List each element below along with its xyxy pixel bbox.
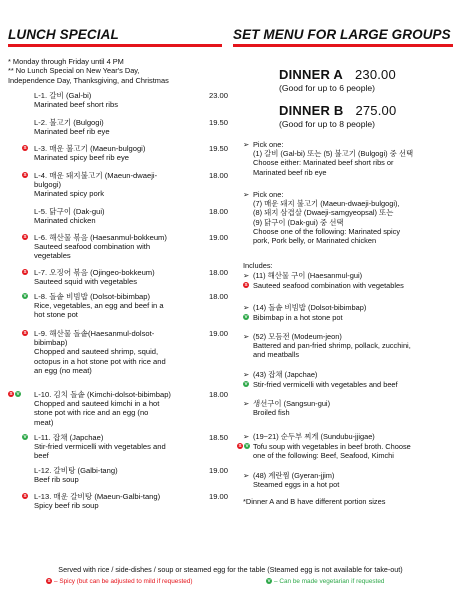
vegetarian-icon: V bbox=[267, 578, 271, 584]
set-menu-line: Pick one: bbox=[253, 140, 284, 149]
lunch-item-price: 19.00 bbox=[208, 233, 228, 242]
spicy-icon: S bbox=[23, 493, 27, 498]
lunch-item bbox=[8, 268, 228, 286]
set-menu-block bbox=[243, 332, 455, 360]
lunch-item bbox=[8, 233, 228, 261]
lunch-special-header: LUNCH SPECIAL bbox=[8, 27, 119, 42]
set-menu-line: Steamed eggs in a hot pot bbox=[253, 480, 340, 490]
lunch-item bbox=[8, 171, 228, 199]
set-menu-line: one of the following: Beef, Seafood, Kimchi bbox=[253, 451, 394, 461]
lunch-item-description: Marinated spicy pork bbox=[34, 189, 105, 199]
lunch-item-description: octopus in a hot stone pot with rice and bbox=[34, 356, 166, 366]
lunch-item-name: L-4. 매운 돼지불고기 (Maeun-dwaeji- bbox=[34, 171, 158, 180]
lunch-item-name: L-6. 해산물 볶음 (Haesanmul-bokkeum) bbox=[34, 233, 167, 242]
lunch-item-description: Chopped and sauteed shrimp, squid, bbox=[34, 347, 159, 357]
spicy-icon: S bbox=[23, 172, 27, 177]
lunch-item-description: Spicy beef rib soup bbox=[34, 501, 99, 511]
lunch-item-price: 19.00 bbox=[208, 492, 228, 501]
lunch-item-name: L-11. 잡채 (Japchae) bbox=[34, 433, 104, 442]
lunch-item-price: 18.00 bbox=[208, 268, 228, 277]
lunch-item-price: 18.00 bbox=[208, 207, 228, 216]
set-menu-line: 생선구이 (Sangsun-gui) bbox=[253, 399, 331, 408]
lunch-item bbox=[8, 390, 228, 427]
set-menu-line: (7) 매운 돼지 불고기 (Maeun-dwaeji-bulgogi), bbox=[253, 199, 400, 209]
spicy-icon: S bbox=[23, 330, 27, 335]
set-menu-line: (52) 모듬전 (Modeum-jeon) bbox=[253, 332, 342, 341]
lunch-item-description: stone pot with rice and an egg (no bbox=[34, 408, 149, 418]
lunch-item-description: Marinated chicken bbox=[34, 216, 96, 226]
set-menu-line: Includes: bbox=[243, 261, 273, 270]
lunch-item-price: 19.00 bbox=[208, 329, 228, 338]
vegetarian-legend-text: – Can be made vegetarian if requested bbox=[274, 578, 385, 585]
set-menu-line: (11) 해산물 구이 (Haesanmul-gui) bbox=[253, 271, 363, 280]
set-menu-block bbox=[243, 380, 455, 389]
lunch-item-price: 19.50 bbox=[208, 118, 228, 127]
set-menu-line: Battered and pan-fried shrimp, pollack, zucchini, bbox=[253, 341, 411, 351]
dinner-a-price: 230.00 bbox=[354, 67, 396, 82]
lunch-item-name: L-1. 갈비 (Gal-bi) bbox=[34, 91, 92, 100]
set-menu-block bbox=[243, 497, 455, 506]
vegetarian-icon: V bbox=[245, 443, 249, 448]
set-menu-block bbox=[243, 303, 455, 312]
dinner-b bbox=[279, 103, 454, 129]
lunch-item-description: Rice, vegetables, an egg and beef in a bbox=[34, 301, 164, 311]
lunch-item-description: Marinated spicy beef rib eye bbox=[34, 153, 129, 163]
lunch-item-description: vegetables bbox=[34, 251, 71, 261]
set-menu-block bbox=[243, 471, 455, 489]
set-menu-line: Bibimbap in a hot stone pot bbox=[253, 313, 343, 322]
set-menu-block bbox=[243, 313, 455, 322]
set-menu-block bbox=[243, 399, 455, 417]
served-with-note: Served with rice / side-dishes / soup or steamed egg for the table (Steamed egg is not available for take-out) bbox=[58, 565, 403, 574]
arrow-bullet-icon: ➢ bbox=[243, 303, 250, 312]
lunch-item bbox=[8, 329, 228, 375]
lunch-item bbox=[8, 492, 228, 510]
lunch-item-description: Stir-fried vermicelli with vegetables and bbox=[34, 442, 166, 452]
set-menu-block bbox=[243, 140, 455, 177]
set-menu-line: Pick one: bbox=[253, 190, 284, 199]
lunch-item-name: L-2. 불고기 (Bulgogi) bbox=[34, 118, 104, 127]
arrow-bullet-icon: ➢ bbox=[243, 370, 250, 379]
set-menu-block bbox=[243, 190, 455, 245]
set-menu-line: (48) 계란찜 (Gyeran-jjim) bbox=[253, 471, 335, 480]
arrow-bullet-icon: ➢ bbox=[243, 432, 250, 441]
arrow-bullet-icon: ➢ bbox=[243, 271, 250, 280]
lunch-item-description: Marinated beef short ribs bbox=[34, 100, 118, 110]
lunch-item-price: 18.00 bbox=[208, 390, 228, 399]
set-menu-block bbox=[243, 261, 455, 270]
set-menu-block bbox=[243, 271, 455, 280]
lunch-item-price: 23.00 bbox=[208, 91, 228, 100]
lunch-item bbox=[8, 466, 228, 484]
lunch-item-name: L-8. 돌솥 비빔밥 (Dolsot-bibimbap) bbox=[34, 292, 151, 301]
arrow-bullet-icon: ➢ bbox=[243, 399, 250, 408]
lunch-item-name: L-5. 닭구이 (Dak-gui) bbox=[34, 207, 105, 216]
lunch-item-description: Chopped and sauteed kimchi in a hot bbox=[34, 399, 160, 409]
lunch-item bbox=[8, 91, 228, 109]
lunch-item-name: L-3. 매운 불고기 (Maeun-bulgogi) bbox=[34, 144, 146, 153]
lunch-note: * Monday through Friday until 4 PM bbox=[8, 57, 124, 66]
set-menu-line: (1) 갈비 (Gal-bi) 또는 (5) 불고기 (Bulgogi) 중 선택 bbox=[253, 149, 414, 159]
set-menu-line: Marinated beef rib eye bbox=[253, 167, 327, 177]
arrow-bullet-icon: ➢ bbox=[243, 471, 250, 480]
lunch-item-description: meat) bbox=[34, 417, 54, 427]
dinner-a-title: DINNER A bbox=[279, 67, 343, 82]
set-menu-line: Choose either: Marinated beef short ribs or bbox=[253, 158, 394, 168]
vegetarian-icon: V bbox=[23, 434, 27, 439]
spicy-icon: S bbox=[9, 391, 13, 396]
lunch-item-description: bibimbap) bbox=[34, 338, 68, 348]
set-menu-line: pork, Pork belly, or Marinated chicken bbox=[253, 236, 377, 246]
lunch-item bbox=[8, 207, 228, 225]
set-menu-line: Choose one of the following: Marinated spicy bbox=[253, 226, 401, 236]
dinner-b-title: DINNER B bbox=[279, 103, 344, 118]
lunch-item-name: L-9. 해산물 돌솥(Haesanmul-dolsot- bbox=[34, 329, 155, 338]
lunch-note: Independence Day, Thanksgiving, and Christmas bbox=[8, 75, 169, 85]
lunch-item-description: beef bbox=[34, 451, 49, 461]
lunch-note: ** No Lunch Special on New Year's Day, bbox=[8, 66, 140, 76]
set-menu-line: (14) 돌솥 비빔밥 (Dolsot-bibimbap) bbox=[253, 303, 367, 312]
spicy-icon: S bbox=[23, 234, 27, 239]
set-menu-block bbox=[238, 442, 455, 461]
lunch-item bbox=[8, 144, 228, 162]
lunch-item-price: 18.00 bbox=[208, 171, 228, 180]
set-header-rule bbox=[233, 44, 453, 47]
spicy-icon: S bbox=[23, 269, 27, 274]
lunch-item-description: an egg (no meat) bbox=[34, 365, 92, 375]
vegetarian-icon: V bbox=[244, 381, 248, 386]
lunch-item-name: L-10. 김치 돌솥 (Kimchi-dolsot-bibimbap) bbox=[34, 390, 171, 399]
set-menu-line: (43) 잡채 (Japchae) bbox=[253, 370, 318, 379]
lunch-item-name: L-7. 오징어 볶음 (Ojingeo-bokkeum) bbox=[34, 268, 155, 277]
set-menu-line: Stir-fried vermicelli with vegetables and beef bbox=[253, 380, 398, 389]
lunch-item-description: Sauteed seafood combination with bbox=[34, 242, 151, 252]
lunch-item-price: 18.00 bbox=[208, 292, 228, 301]
spicy-legend-text: – Spicy (but can be adjusted to mild if requested) bbox=[54, 578, 193, 585]
lunch-item-description: Beef rib soup bbox=[34, 475, 79, 485]
lunch-item-description: bulgogi) bbox=[34, 180, 62, 190]
dinner-a-subtitle: (Good for up to 6 people) bbox=[279, 83, 376, 93]
lunch-item-price: 19.50 bbox=[208, 144, 228, 153]
lunch-item-description: Marinated beef rib eye bbox=[34, 127, 110, 137]
lunch-item-description: Sauteed squid with vegetables bbox=[34, 277, 138, 287]
set-menu-line: Broiled fish bbox=[253, 408, 290, 418]
arrow-bullet-icon: ➢ bbox=[243, 190, 250, 199]
set-menu-header: SET MENU FOR LARGE GROUPS bbox=[233, 27, 451, 42]
dinner-b-price: 275.00 bbox=[355, 103, 397, 118]
lunch-notes bbox=[8, 57, 228, 85]
set-menu-line: (9) 닭구이 (Dak-gui) 중 선택 bbox=[253, 217, 344, 227]
set-menu-line: Tofu soup with vegetables in beef broth. Choose bbox=[253, 442, 411, 451]
set-menu-line: and meatballs bbox=[253, 350, 300, 360]
arrow-bullet-icon: ➢ bbox=[243, 140, 250, 149]
spicy-icon: S bbox=[244, 282, 248, 287]
vegetarian-icon: V bbox=[244, 314, 248, 319]
vegetarian-icon: V bbox=[16, 391, 20, 396]
lunch-header-rule bbox=[8, 44, 222, 47]
lunch-item-price: 18.50 bbox=[208, 433, 228, 442]
lunch-item-name: L-12. 갈비탕 (Galbi-tang) bbox=[34, 466, 118, 475]
lunch-item bbox=[8, 433, 228, 461]
set-menu-block bbox=[243, 432, 455, 441]
dinner-b-subtitle: (Good for up to 8 people) bbox=[279, 119, 376, 129]
spicy-icon: S bbox=[238, 443, 242, 448]
vegetarian-icon: V bbox=[23, 293, 27, 298]
set-menu-line: Sauteed seafood combination with vegetables bbox=[253, 281, 404, 290]
lunch-item-description: hot stone pot bbox=[34, 310, 78, 320]
set-menu-line: (8) 돼지 삼겹살 (Dwaeji-samgyeopsal) 또는 bbox=[253, 208, 394, 218]
dinner-a bbox=[279, 67, 454, 93]
set-menu-line: (19~21) 순두부 찌게 (Sundubu-jjigae) bbox=[253, 432, 375, 441]
spicy-icon: S bbox=[47, 578, 51, 584]
vegetarian-legend bbox=[266, 578, 385, 585]
set-menu-block bbox=[243, 370, 455, 379]
lunch-item bbox=[8, 292, 228, 320]
lunch-item bbox=[8, 118, 228, 136]
set-menu-line: *Dinner A and B have different portion sizes bbox=[243, 497, 386, 506]
set-menu-block bbox=[243, 281, 455, 290]
lunch-item-name: L-13. 매운 갈비탕 (Maeun-Galbi-tang) bbox=[34, 492, 161, 501]
arrow-bullet-icon: ➢ bbox=[243, 332, 250, 341]
lunch-item-price: 19.00 bbox=[208, 466, 228, 475]
spicy-legend bbox=[46, 578, 193, 585]
spicy-icon: S bbox=[23, 145, 27, 150]
